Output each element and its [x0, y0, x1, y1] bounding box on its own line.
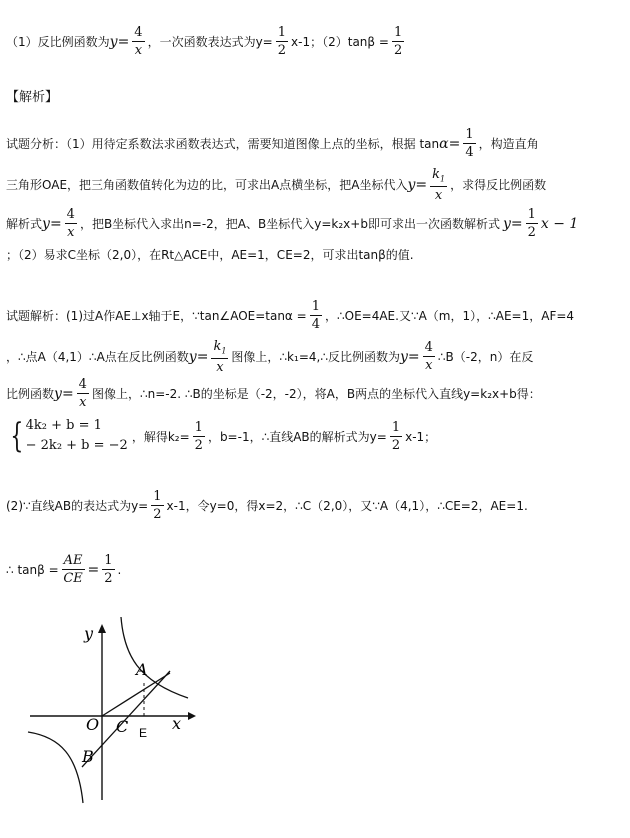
fraction-denominator: 2 [391, 437, 401, 453]
answer-line [6, 26, 407, 57]
x-axis-arrow-icon [188, 712, 196, 720]
fraction-denominator: x [67, 225, 75, 240]
fraction-numerator: 1 [527, 207, 536, 222]
fraction-numerator: 4 [78, 377, 87, 392]
analysis-line-1 [6, 128, 539, 159]
fraction-numerator: AE [63, 553, 83, 568]
fraction-denominator: CE [63, 571, 83, 586]
k-variable: k [213, 339, 222, 354]
fraction-one-half [390, 421, 402, 452]
solution-text: ∴B（-2，n）在反 [437, 350, 534, 365]
fraction-denominator: 2 [527, 225, 536, 240]
x-axis-label: x [172, 714, 182, 733]
analysis-line-2 [6, 168, 546, 202]
fraction-denominator: x [425, 358, 433, 374]
hyperbola-branch-first-quadrant [121, 617, 188, 698]
left-brace: { [10, 416, 24, 456]
analysis-line-4 [6, 246, 414, 263]
equals-sign: = [61, 385, 74, 402]
analysis-text: 三角形OAE，把三角函数值转化为边的比，可求出A点横坐标，把A坐标代入 [6, 178, 408, 193]
fraction-numerator [430, 168, 447, 187]
point-e-label: E [139, 726, 148, 740]
analysis-text: ，构造直角 [478, 137, 539, 151]
fraction-one-quarter [463, 128, 475, 159]
y-variable: y [407, 176, 416, 193]
fraction-one-half [193, 421, 205, 452]
answer-tail-text: x-1；（2）tanβ = [291, 35, 389, 49]
fraction-numerator: 4 [424, 340, 433, 356]
fraction-ae-over-ce [62, 554, 85, 585]
solution-text: x-1，令y=0，得x=2，∴C（2,0），又∵A（4,1），∴CE=2，AE=1. [166, 499, 528, 513]
fraction-denominator: x [216, 359, 224, 375]
fraction-numerator: 1 [311, 299, 320, 314]
solution-text: 试题解析：(1)过A作AE⊥x轴于E，∵tan∠AOE=tanα = [6, 309, 307, 323]
fraction-one-half [526, 208, 538, 239]
fraction-numerator: 4 [66, 207, 75, 222]
solution-text: 图像上，∴k₁=4,∴反比例函数为 [231, 350, 400, 365]
y-variable: y [502, 215, 511, 232]
equals-sign: = [407, 348, 420, 365]
fraction-denominator: 2 [277, 43, 287, 58]
solution-text: ∴ tanβ = [6, 562, 59, 577]
equation-system-rows [26, 416, 128, 456]
fraction-denominator: 2 [153, 507, 162, 522]
fraction-numerator [211, 340, 228, 359]
solution-text: ，∴OE=4AE.又∵A（m，1），∴AE=1，AF=4 [325, 309, 575, 323]
fraction-numerator: 4 [134, 25, 143, 40]
solution-line-6 [6, 554, 121, 585]
function-graph-figure [20, 615, 220, 805]
subscript: 1 [440, 174, 446, 184]
solution-text: (2)∵直线AB的表达式为y= [6, 499, 149, 513]
fraction-numerator: 1 [104, 553, 113, 568]
fraction-denominator: 4 [311, 317, 320, 332]
fraction-denominator: 2 [393, 43, 403, 58]
fraction-denominator: 2 [194, 437, 203, 453]
alpha-symbol: α [439, 135, 449, 152]
hyperbola-branch-third-quadrant [28, 732, 83, 803]
solution-line-2 [6, 340, 533, 374]
analysis-line-3 [6, 208, 578, 239]
equals-sign: = [49, 215, 62, 232]
answer-part1-text: （1）反比例函数为 [6, 35, 110, 49]
solution-text: ，解得k₂= [131, 429, 190, 444]
section-header-text: 【解析】 [6, 90, 59, 105]
fraction-one-quarter [310, 300, 322, 331]
point-a-label: A [136, 660, 148, 679]
solution-line-3 [6, 378, 541, 409]
y-variable: y [42, 215, 50, 232]
equals-sign: = [448, 135, 461, 152]
solution-line-5 [6, 490, 528, 521]
solution-text: ，b=-1，∴直线AB的解析式为y= [207, 429, 387, 444]
fraction-one-half [151, 490, 163, 521]
fraction-numerator: 1 [153, 489, 162, 504]
fraction-denominator: x [79, 395, 87, 410]
solution-text: 图像上，∴n=-2. ∴B的坐标是（-2，-2），将A，B两点的坐标代入直线y=k₂x+b得： [91, 387, 541, 401]
y-axis-label: y [84, 624, 94, 643]
fraction-four-over-x [65, 208, 77, 239]
solution-line-1 [6, 300, 574, 331]
answer-y-var: y [109, 33, 118, 50]
fraction-k1-over-x [430, 168, 447, 202]
answer-fraction-inverse [132, 26, 144, 57]
fraction-numerator: 1 [194, 419, 203, 435]
answer-fraction-linear [276, 26, 288, 57]
fraction-denominator: x [134, 43, 143, 58]
subscript: 1 [221, 346, 227, 356]
solution-text: . [117, 562, 122, 577]
linear-expression: x − 1 [540, 215, 579, 232]
solution-line-4 [6, 416, 436, 456]
equals-sign: = [510, 215, 523, 232]
y-axis-arrow-icon [98, 624, 106, 633]
fraction-k1-over-x [211, 340, 228, 374]
fraction-denominator: 4 [465, 145, 474, 160]
line-oa [102, 673, 170, 716]
fraction-one-half [102, 554, 114, 585]
solution-text: 比例函数 [6, 387, 55, 401]
equation-row-1: 4k₂ + b = 1 [25, 418, 102, 433]
fraction-denominator: 2 [104, 571, 113, 586]
section-header [6, 86, 58, 105]
point-b-label: B [82, 747, 94, 766]
fraction-four-over-x [77, 378, 89, 409]
answer-mid-text: ，一次函数表达式为y= [147, 35, 273, 49]
answer-equals: = [117, 33, 130, 50]
y-variable: y [54, 385, 62, 402]
y-variable: y [399, 348, 408, 365]
solution-text: x-1； [405, 429, 437, 444]
origin-label: O [86, 715, 100, 734]
equation-row-2: − 2k₂ + b = −2 [25, 438, 128, 453]
fraction-numerator: 1 [277, 25, 287, 40]
y-variable: y [188, 348, 197, 365]
answer-fraction-tan [392, 26, 404, 57]
fraction-numerator: 1 [391, 419, 401, 435]
fraction-denominator: x [434, 187, 443, 203]
analysis-text: ；（2）易求C坐标（2,0），在Rt△ACE中，AE=1，CE=2，可求出tanβ的值. [6, 248, 414, 262]
equals-sign: = [415, 176, 428, 193]
analysis-text: ，求得反比例函数 [450, 178, 547, 193]
point-c-label: C [116, 717, 129, 736]
fraction-numerator: 1 [393, 25, 403, 40]
fraction-four-over-x [423, 341, 435, 372]
equation-system [6, 416, 128, 456]
equals-sign: = [87, 561, 100, 578]
fraction-numerator: 1 [465, 127, 474, 142]
solution-text: ，∴点A（4,1）∴A点在反比例函数 [6, 350, 189, 365]
analysis-text: ，把B坐标代入求出n=-2，把A、B坐标代入y=k₂x+b即可求出一次函数解析式 [79, 217, 500, 231]
equals-sign: = [196, 348, 209, 365]
analysis-text: 解析式 [6, 217, 43, 231]
k-variable: k [432, 167, 440, 182]
analysis-text: 试题分析：（1）用待定系数法求函数表达式，需要知道图像上点的坐标，根据 tan [6, 137, 440, 151]
